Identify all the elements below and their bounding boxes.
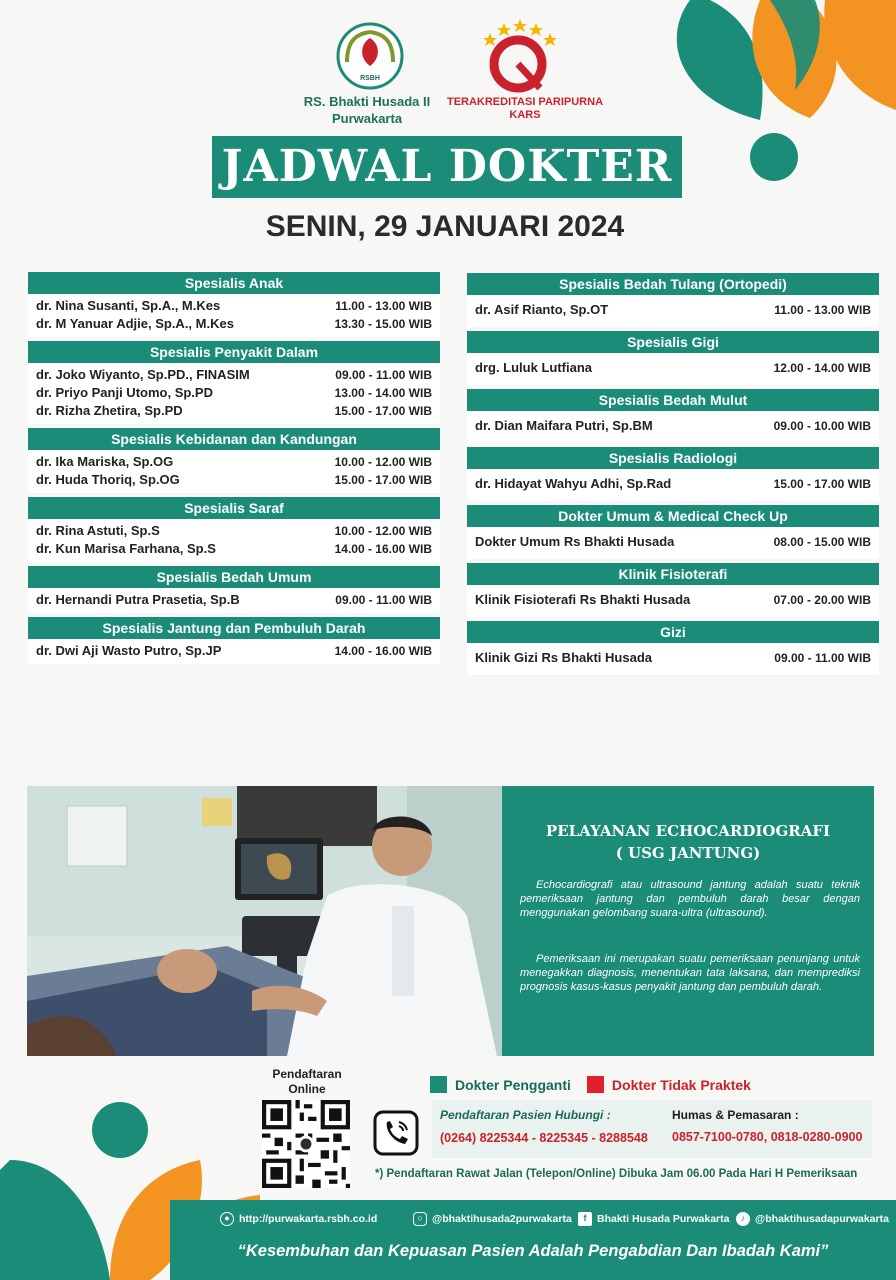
registration-label: Pendaftaran Pasien Hubungi : [440,1108,611,1122]
legend-absent-label: Dokter Tidak Praktek [611,1076,751,1093]
schedule-row [475,301,871,319]
registration-note: *) Pendaftaran Rawat Jalan (Telepon/Online) Dibuka Jam 06.00 Pada Hari H Pemeriksaan [375,1168,858,1180]
schedule-row [36,315,432,333]
doctor-name: dr. Kun Marisa Farhana, Sp.S [36,541,216,556]
doctor-name: dr. Joko Wiyanto, Sp.PD., FINASIM [36,367,250,382]
online-registration-label [262,1067,352,1097]
practice-time: 15.00 - 17.00 WIB [334,473,432,487]
facebook-text: Bhakti Husada Purwakarta [597,1213,730,1225]
doctor-name: dr. Rizha Zhetira, Sp.PD [36,403,183,418]
schedule-row [475,649,871,667]
hospital-motto: “Kesembuhan dan Kepuasan Pasien Adalah Pengabdian Dan Ibadah Kami” [237,1242,829,1260]
schedule-row [36,453,432,471]
section-title: Spesialis Bedah Tulang (Ortopedi) [467,273,879,295]
section-spesialis-gigi [467,331,879,385]
logo-text: RSBH [360,75,380,82]
doctor-name: dr. Priyo Panji Utomo, Sp.PD [36,385,213,400]
contact-box [432,1100,872,1158]
doctor-name: dr. Nina Susanti, Sp.A., M.Kes [36,298,221,313]
schedule-row [475,359,871,377]
section-title: Spesialis Saraf [28,497,440,519]
doctor-name: dr. Hidayat Wahyu Adhi, Sp.Rad [475,476,672,491]
facebook-link[interactable] [578,1212,729,1226]
schedule-row [36,642,432,660]
facebook-icon: f [578,1212,592,1226]
registration-phones[interactable]: (0264) 8225344 - 8225345 - 8288548 [440,1131,648,1145]
doctor-name: Dokter Umum Rs Bhakti Husada [475,534,675,549]
practice-time: 13.30 - 15.00 WIB [334,317,432,331]
registration-qr-code[interactable] [262,1100,350,1188]
doctor-name: drg. Luluk Lutfiana [475,360,592,375]
section-spesialis-kebidanan [28,428,440,493]
section-spesialis-bedah-umum [28,566,440,613]
practice-time: 15.00 - 17.00 WIB [773,477,871,491]
accreditation-line1: TERAKREDITASI PARIPURNA [446,96,604,108]
website-text: http://purwakarta.rsbh.co.id [239,1213,378,1225]
practice-time: 11.00 - 13.00 WIB [774,303,871,317]
qr-label-line1: Pendaftaran [272,1067,342,1081]
schedule-row [475,591,871,609]
doctor-name: dr. Ika Mariska, Sp.OG [36,454,174,469]
hospital-name [282,93,452,127]
kars-accreditation-logo [478,16,558,94]
schedule-row [36,384,432,402]
practice-time: 13.00 - 14.00 WIB [334,386,432,400]
practice-time: 09.00 - 11.00 WIB [335,593,432,607]
section-title: Spesialis Bedah Umum [28,566,440,588]
humas-label: Humas & Pemasaran : [672,1108,799,1122]
section-title: Spesialis Bedah Mulut [467,389,879,411]
practice-time: 08.00 - 15.00 WIB [773,535,871,549]
section-title: Gizi [467,621,879,643]
schedule-row [36,402,432,420]
schedule-row [36,540,432,558]
legend [430,1076,751,1093]
legend-substitute-label: Dokter Pengganti [455,1076,571,1093]
section-gizi [467,621,879,675]
echo-title-line2: ( USG JANTUNG) [615,844,761,862]
section-spesialis-penyakit-dalam [28,341,440,424]
echo-title-line1: PELAYANAN ECHOCARDIOGRAFI [545,822,831,840]
instagram-link[interactable] [413,1212,572,1226]
decorative-leaves-top-right [650,0,896,130]
practice-time: 09.00 - 11.00 WIB [335,368,432,382]
section-title: Spesialis Penyakit Dalam [28,341,440,363]
practice-time: 12.00 - 14.00 WIB [773,361,871,375]
section-title: Spesialis Radiologi [467,447,879,469]
schedule-row [36,522,432,540]
website-link[interactable] [220,1212,377,1226]
practice-time: 15.00 - 17.00 WIB [334,404,432,418]
humas-phones[interactable]: 0857-7100-0780, 0818-0280-0900 [672,1130,863,1144]
section-spesialis-saraf [28,497,440,562]
globe-icon: ● [220,1212,234,1226]
schedule-row [36,591,432,609]
doctor-name: dr. Huda Thoriq, Sp.OG [36,472,180,487]
doctor-name: dr. Hernandi Putra Prasetia, Sp.B [36,592,240,607]
tiktok-link[interactable] [736,1212,889,1226]
schedule-row [475,475,871,493]
tiktok-text: @bhaktihusadapurwakarta [755,1213,889,1225]
doctor-name: Klinik Gizi Rs Bhakti Husada [475,650,652,665]
practice-time: 14.00 - 16.00 WIB [334,644,432,658]
doctor-name: dr. Dwi Aji Wasto Putro, Sp.JP [36,643,222,658]
hospital-name-line1: RS. Bhakti Husada II [303,94,431,109]
legend-absent-swatch [587,1076,604,1093]
schedule-date: SENIN, 29 JANUARI 2024 [265,210,625,243]
echocardiography-info-panel [502,786,874,1056]
practice-time: 07.00 - 20.00 WIB [773,593,871,607]
schedule-row [475,533,871,551]
page-title: JADWAL DOKTER [212,136,682,198]
doctor-name: dr. Rina Astuti, Sp.S [36,523,160,538]
schedule-row [36,297,432,315]
echo-paragraph-1: Echocardiografi atau ultrasound jantung adalah suatu teknik pemeriksaan jantung dan pembuluh darah besar dengan menggunakan gelombang suara-ultra (ultrasound). [520,879,860,919]
instagram-text: @bhaktihusada2purwakarta [432,1213,572,1225]
schedule-row [36,366,432,384]
practice-time: 11.00 - 13.00 WIB [335,299,432,313]
hospital-logo [335,22,405,90]
instagram-icon: ○ [413,1212,427,1226]
section-title: Spesialis Anak [28,272,440,294]
section-title: Spesialis Kebidanan dan Kandungan [28,428,440,450]
echocardiography-photo [27,786,502,1056]
schedule-row [475,417,871,435]
section-spesialis-ortopedi [467,273,879,327]
section-spesialis-radiologi [467,447,879,501]
doctor-name: dr. M Yanuar Adjie, Sp.A., M.Kes [36,316,234,331]
echo-paragraph-2: Pemeriksaan ini merupakan suatu pemeriksaan penunjang untuk menegakkan diagnosis, menentukan tata laksana, dan memprediksi prognosis kasus-kasus penyakit jantung dan pembuluh darah. [520,953,860,993]
legend-substitute-swatch [430,1076,447,1093]
section-spesialis-bedah-mulut [467,389,879,443]
schedule-column-right [467,273,879,675]
schedule-row [36,471,432,489]
schedule-column-left [28,272,440,664]
accreditation-text [440,96,610,122]
practice-time: 09.00 - 11.00 WIB [774,651,871,665]
accreditation-line2: KARS [509,109,541,121]
section-title: Klinik Fisioterafi [467,563,879,585]
phone-call-icon [373,1110,419,1156]
practice-time: 10.00 - 12.00 WIB [334,524,432,538]
practice-time: 14.00 - 16.00 WIB [334,542,432,556]
decorative-circle [750,133,798,181]
qr-label-line2: Online [288,1082,326,1096]
section-spesialis-jantung [28,617,440,664]
section-klinik-fisioterafi [467,563,879,617]
doctor-name: dr. Dian Maifara Putri, Sp.BM [475,418,653,433]
section-dokter-umum [467,505,879,559]
practice-time: 10.00 - 12.00 WIB [334,455,432,469]
section-title: Spesialis Jantung dan Pembuluh Darah [28,617,440,639]
doctor-name: dr. Asif Rianto, Sp.OT [475,302,609,317]
hospital-name-line2: Purwakarta [331,111,403,126]
echo-title [502,820,874,864]
practice-time: 09.00 - 10.00 WIB [773,419,871,433]
section-spesialis-anak [28,272,440,337]
footer-bar [170,1200,896,1280]
doctor-name: Klinik Fisioterafi Rs Bhakti Husada [475,592,691,607]
section-title: Spesialis Gigi [467,331,879,353]
section-title: Dokter Umum & Medical Check Up [467,505,879,527]
tiktok-icon: ♪ [736,1212,750,1226]
